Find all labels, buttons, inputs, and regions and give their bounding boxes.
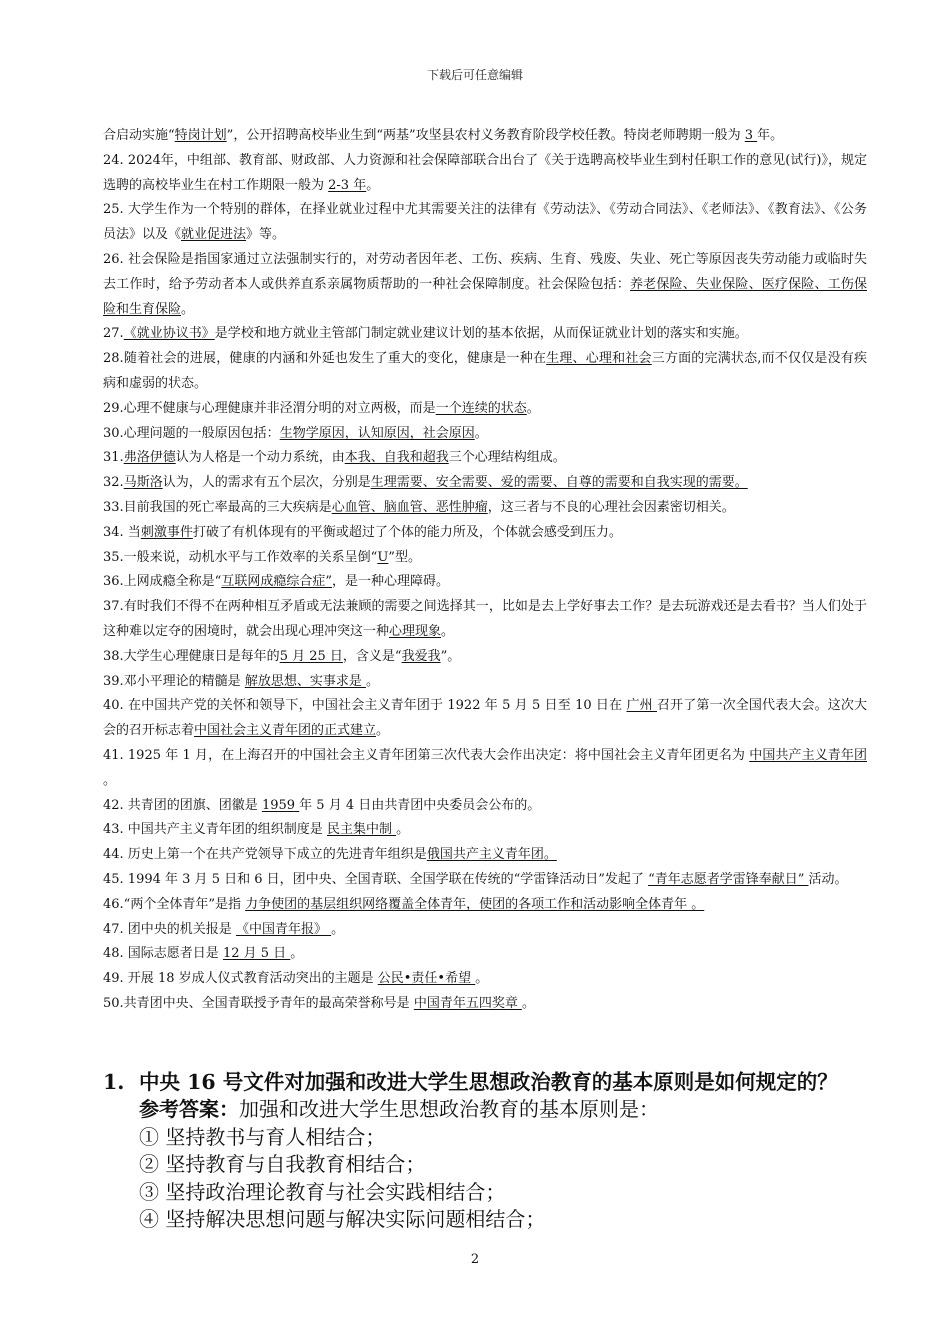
page-number: 2 [470, 1252, 480, 1267]
list-item [103, 322, 867, 347]
answer-blank: 特岗计划 [174, 128, 227, 143]
list-item [103, 471, 867, 496]
item-text: 认为，人的需求有五个层次，分别是 [162, 475, 371, 491]
answer-blank: 《就业协议书》 [123, 326, 215, 342]
item-text: 24. 2024年，中组部、教育部、财政部、人力资源和社会保障部联合出台了《关于选聘高校毕业生到村任职工作的意见(试行)》，规定选聘的高校毕业生在村工作期限一般为 [103, 152, 867, 193]
answer-blank: 心理现象 [389, 623, 442, 639]
question-number: 1. [103, 1070, 125, 1094]
item-text: 31. [103, 450, 124, 466]
item-text: 三个心理结构组成。 [448, 450, 566, 466]
item-text: 。 [396, 822, 410, 838]
list-item [103, 942, 867, 967]
answer-blank: 民主集中制 [326, 822, 397, 838]
answer-item: ③ 坚持政治理论教育与社会实践相结合； [139, 1179, 506, 1204]
list-item [103, 422, 867, 447]
answer-blank: 心血管、脑血管、恶性肿瘤 [331, 499, 488, 515]
question-text: 中央 16 号文件对加强和改进大学生思想政治教育的基本原则是如何规定的？ [139, 1070, 838, 1094]
item-text: 50.共青团中央、全国青联授予青年的最高荣誉称号是 [103, 995, 414, 1011]
item-text: 年。 [757, 128, 784, 143]
answer-blank: 生理、心理和社会 [546, 351, 652, 367]
answer-blank: 力争使团的基层组织网络覆盖全体青年，使团的各项工作和活动影响全体青年 。 [245, 896, 705, 912]
item-text: ”。 [440, 648, 461, 664]
item-text: 39.邓小平理论的精髓是 [103, 673, 245, 689]
list-item [103, 843, 867, 868]
answer-blank: 俄国共产主义青年团。 [426, 847, 557, 863]
answer-blank: 本我、自我和超我 [344, 450, 449, 466]
item-text: 30.心理问题的一般原因包括： [103, 425, 280, 441]
list-item [103, 570, 867, 595]
answer-blank: 一个连续的状态 [435, 400, 527, 416]
answer-blank: 公民•责任•希望 [377, 971, 476, 987]
list-item [103, 744, 867, 794]
answer-blank: 解放思想、实事求是 [244, 673, 366, 689]
answer-blank: 2-3 年 [328, 177, 367, 193]
page-header: 下载后可任意编辑 [426, 68, 523, 82]
list-item [103, 347, 867, 397]
item-text: 。 [521, 995, 535, 1011]
answer-blank: 广州 [626, 698, 657, 714]
item-text: 。 [366, 177, 380, 193]
item-text: 40. 在中国共产党的关怀和领导下，中国社会主义青年团于 1922 年 5 月 5 日至 10 日在 [103, 698, 627, 714]
list-item [103, 124, 867, 149]
item-text: 35.一般来说，动机水平与工作效率的关系呈倒“ [103, 549, 378, 565]
item-text: ”，公开招聘高校毕业生到“两基”攻坚县农村义务教育阶段学校任教。特岗老师聘期一般为 [226, 128, 745, 143]
item-text: 。 [103, 772, 117, 788]
answer-blank: U [377, 549, 389, 565]
answer-blank: 我爱我 [401, 648, 441, 664]
item-text: 。 [331, 921, 345, 937]
answer-blank: 生理需要、安全需要、爱的需要、自尊的需要和自我实现的需要。 [370, 475, 748, 491]
item-text: 26. 社会保险是指国家通过立法强制实行的，对劳动者因年老、工伤、疾病、生育、残废、失业、死亡等原因丧失劳动能力或临时失去工作时，给予劳动者本人或供养直系亲属物质帮助的一种社会保障制度。社会保险包括： [103, 251, 867, 292]
answer-intro-line [139, 1096, 899, 1124]
list-item [103, 893, 867, 918]
item-text: 45. 1994 年 3 月 5 日和 6 日，团中央、全国青联、全国学联在传统的“学雷锋活动日”发起了 [103, 871, 649, 887]
fill-in-blank-list [103, 124, 867, 1017]
list-item [103, 198, 867, 248]
answer-blank: 就业促进法 [181, 227, 247, 243]
answer-blank: 马斯洛 [123, 475, 163, 491]
list-item [103, 992, 867, 1017]
item-text: 42. 共青团的团旗、团徽是 [103, 797, 262, 813]
item-text: ”型。 [388, 549, 421, 565]
answer-blank: 3 [744, 128, 758, 143]
item-text: 34. 当 [103, 524, 141, 540]
item-text: 。 [475, 971, 489, 987]
item-text: 48. 国际志愿者日是 [103, 946, 223, 962]
answer-blank: 1959 [261, 797, 300, 813]
list-item [103, 397, 867, 422]
item-text: 召开了第一次全国代表大会。这次大会的召开标志着 [103, 698, 867, 739]
item-text: 28.随着社会的进展，健康的内涵和外延也发生了重大的变化，健康是一种在 [103, 351, 547, 367]
list-item [103, 248, 867, 322]
item-text: ，这三者与不良的心理社会因素密切相关。 [487, 499, 735, 515]
list-item [103, 868, 867, 893]
answer-blank: 互联网成瘾综合症” [221, 574, 332, 590]
item-text: 25. 大学生作为一个特别的群体，在择业就业过程中尤其需要关注的法律有《劳动法》、《劳动合同法》、《老师法》、《教育法》、《公务员法》以及《 [103, 202, 867, 243]
list-item [103, 595, 867, 645]
answer-blank: 养老保险、失业保险、医疗保险、工伤保险和生育保险 [103, 276, 867, 317]
question-title [103, 1068, 893, 1096]
answer-item: ② 坚持教育与自我教育相结合； [139, 1152, 426, 1176]
item-text: 打破了有机体现有的平衡或超过了个体的能力所及，个体就会感受到压力。 [192, 524, 622, 540]
item-text: 36.上网成瘾全称是“ [103, 574, 222, 590]
item-text: ，含义是“ [342, 648, 402, 664]
item-text: 32. [103, 475, 124, 491]
item-text: 。 [376, 723, 390, 739]
item-text: 。 [365, 673, 379, 689]
answer-item: ① 坚持教书与育人相结合； [139, 1124, 386, 1149]
item-text: 46.“两个全体青年”是指 [103, 896, 246, 912]
list-item [103, 670, 867, 695]
answer-block [139, 1096, 899, 1234]
list-item [103, 149, 867, 199]
item-text: 》等。 [246, 227, 286, 243]
answer-blank: 生物学原因，认知原因，社会原因 [279, 425, 475, 441]
item-text: 是学校和地方就业主管部门制定就业建议计划的基本依据，从而保证就业计划的落实和实施。 [214, 326, 748, 342]
list-item [103, 645, 867, 670]
item-text: 。 [181, 301, 195, 317]
item-text: 合启动实施“ [103, 128, 175, 143]
list-item [103, 967, 867, 992]
list-item [103, 918, 867, 943]
answer-label: 参考答案： [139, 1097, 239, 1121]
answer-blank: 刺激事件 [140, 524, 193, 540]
item-text: 38.大学生心理健康日是每年的 [103, 648, 280, 664]
item-text: 27. [103, 326, 124, 342]
item-text: 49. 开展 18 岁成人仪式教育活动突出的主题是 [103, 971, 378, 987]
list-item [103, 694, 867, 744]
list-item [103, 794, 867, 819]
item-text: 三方面的完满状态,而不仅仅是没有疾病和虚弱的状态。 [103, 351, 867, 391]
answer-blank: 中国共产主义青年团 [749, 747, 867, 763]
item-text: 33.目前我国的死亡率最高的三大疾病是 [103, 499, 332, 515]
item-text: 认为人格是一个动力系统，由 [175, 450, 345, 466]
list-item [103, 446, 867, 471]
item-text: 活动。 [808, 871, 848, 887]
list-item [103, 818, 867, 843]
item-text: 44. 历史上第一个在共产党领导下成立的先进青年组织是 [103, 847, 427, 863]
item-text: ，是一种心理障碍。 [331, 574, 449, 590]
list-item [103, 496, 867, 521]
item-text: 。 [290, 946, 304, 962]
answer-intro: 加强和改进大学生思想政治教育的基本原则是： [239, 1097, 659, 1121]
answer-blank: 中国社会主义青年团的正式建立 [194, 723, 377, 739]
list-item [103, 521, 867, 546]
item-text: 37.有时我们不得不在两种相互矛盾或无法兼顾的需要之间选择其一，比如是去上学好事去工作？是去玩游戏还是去看书？当人们处于这种难以定夺的困境时，就会出现心理冲突这一种 [103, 599, 867, 639]
answer-blank: 《中国青年报》 [235, 921, 332, 937]
answer-blank: 5 月 25 日 [279, 648, 343, 664]
answer-item: ④ 坚持解决思想问题与解决实际问题相结合； [139, 1207, 546, 1231]
answer-blank: 弗洛伊德 [123, 450, 176, 466]
item-text: 43. 中国共产主义青年团的组织制度是 [103, 822, 327, 838]
answer-blank: 12 月 5 日 [222, 946, 291, 962]
item-text: 47. 团中央的机关报是 [103, 921, 236, 937]
item-text: 41. 1925 年 1 月，在上海召开的中国社会主义青年团第三次代表大会作出决定：将中国社会主义青年团更名为 [103, 747, 750, 763]
list-item [103, 546, 867, 571]
answer-blank: “青年志愿者学雷锋奉献日” [648, 871, 809, 887]
item-text: 年 5 月 4 日由共青团中央委员会公布的。 [299, 797, 541, 813]
item-text: 29.心理不健康与心理健康并非泾渭分明的对立两极，而是 [103, 400, 436, 416]
item-text: 。 [441, 623, 455, 639]
item-text: 。 [526, 400, 540, 416]
item-text: 。 [474, 425, 488, 441]
answer-blank: 中国青年五四奖章 [413, 995, 522, 1011]
